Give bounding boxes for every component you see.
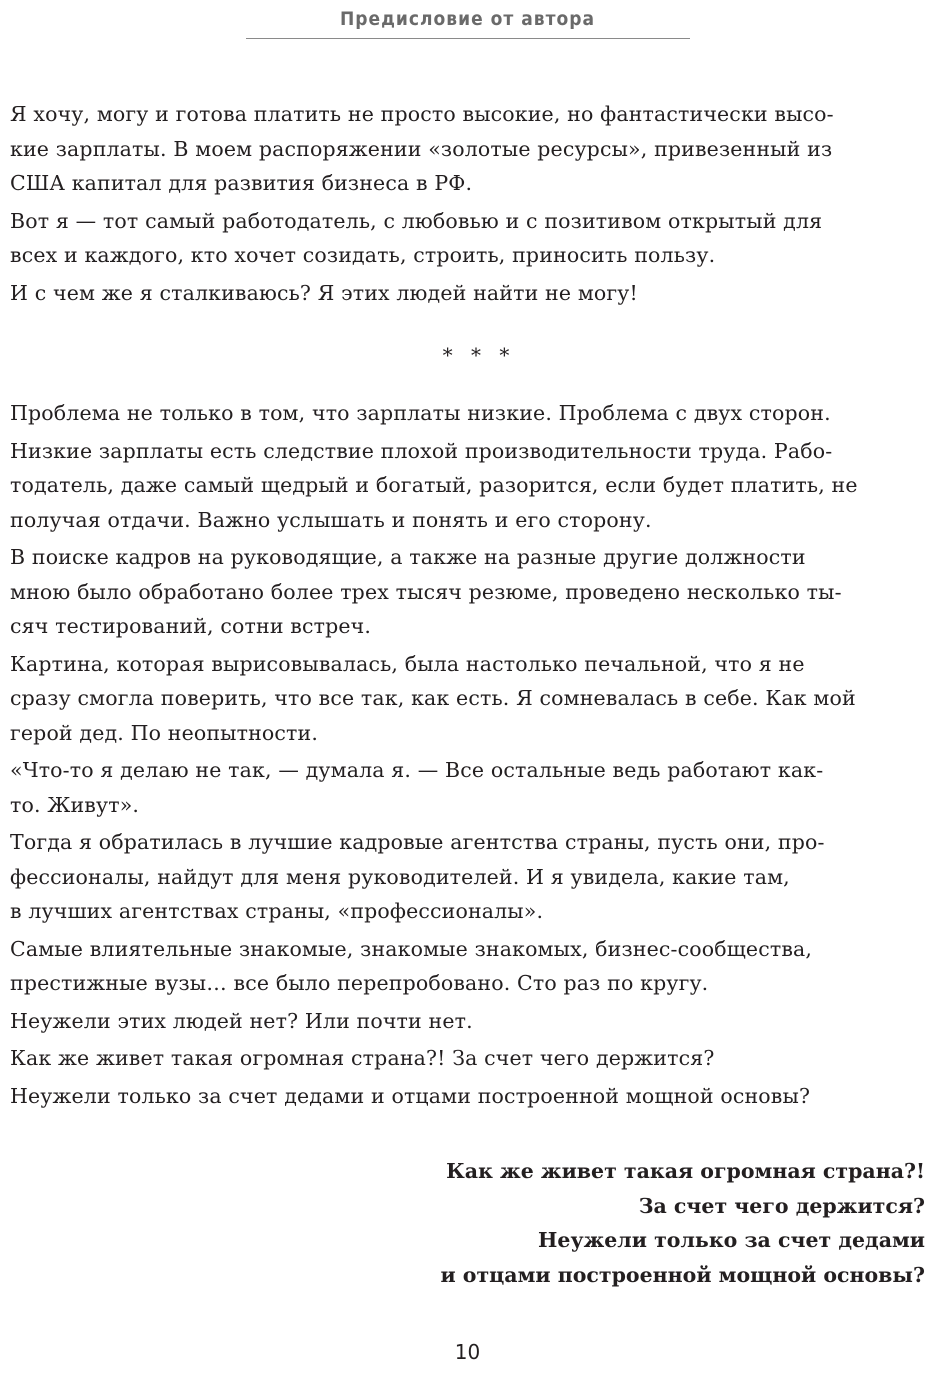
- paragraph: [10, 204, 930, 273]
- text-line: Самые влиятельные знакомые, знакомые знакомых, бизнес-сообщества,: [10, 936, 813, 961]
- section-separator: * * *: [442, 343, 516, 367]
- pull-quote-line: и отцами построенной мощной основы?: [440, 1262, 925, 1287]
- text-line: то. Живут».: [10, 792, 140, 817]
- paragraph: [10, 276, 930, 311]
- body-text: [10, 97, 930, 1116]
- paragraph: [10, 825, 930, 929]
- text-line: герой дед. По неопытности.: [10, 720, 319, 745]
- paragraph: [10, 1041, 930, 1076]
- text-line: «Что-то я делаю не так, — думала я. — Все остальные ведь работают как-: [10, 758, 824, 782]
- text-line: престижные вузы… все было перепробовано. Сто раз по кругу.: [10, 971, 709, 995]
- text-line: США капитал для развития бизнеса в РФ.: [10, 171, 473, 195]
- text-line: Как же живет такая огромная страна?! За счет чего держится?: [10, 1046, 715, 1070]
- paragraph: [10, 540, 930, 644]
- text-line: Картина, которая вырисовывалась, была настолько печальной, что я не: [10, 651, 805, 676]
- text-line: Вот я — тот самый работодатель, с любовью и с позитивом открытый для: [10, 208, 823, 233]
- text-line: Тогда я обратилась в лучшие кадровые агентства страны, пусть они, про-: [10, 830, 825, 854]
- header-rule: [246, 38, 690, 39]
- text-line: фессионалы, найдут для меня руководителей. И я увидела, какие там,: [10, 864, 790, 889]
- paragraph: [10, 932, 930, 1001]
- paragraph: [10, 753, 930, 822]
- text-line: И с чем же я сталкиваюсь? Я этих людей найти не могу!: [10, 280, 638, 305]
- pull-quote-line: За счет чего держится?: [638, 1193, 925, 1218]
- paragraph: [10, 396, 930, 431]
- text-line: Низкие зарплаты есть следствие плохой производительности труда. Рабо-: [10, 438, 833, 463]
- text-line: всех и каждого, кто хочет созидать, строить, приносить пользу.: [10, 243, 716, 267]
- text-line: Неужели только за счет дедами и отцами построенной мощной основы?: [10, 1083, 811, 1108]
- text-line: В поиске кадров на руководящие, а также на разные другие должности: [10, 545, 806, 569]
- text-line: Проблема не только в том, что зарплаты низкие. Проблема с двух сторон.: [10, 401, 831, 425]
- paragraph: [10, 647, 930, 751]
- paragraph: [10, 97, 930, 201]
- pull-quote-line: Как же живет такая огромная страна?!: [446, 1159, 925, 1183]
- page-number: 10: [454, 1340, 481, 1364]
- paragraph: [10, 434, 930, 538]
- pull-quote-line: Неужели только за счет дедами: [538, 1228, 925, 1252]
- text-line: мною было обработано более трех тысяч резюме, проведено несколько ты-: [10, 579, 842, 604]
- paragraph: [10, 1004, 930, 1039]
- text-line: в лучших агентствах страны, «профессионалы».: [10, 899, 544, 923]
- running-title: Предисловие от автора: [339, 8, 596, 30]
- text-line: сяч тестирований, сотни встреч.: [10, 614, 372, 638]
- text-line: тодатель, даже самый щедрый и богатый, разорится, если будет платить, не: [10, 473, 858, 497]
- paragraph: [10, 1079, 930, 1114]
- text-line: кие зарплаты. В моем распоряжении «золотые ресурсы», привезенный из: [10, 136, 833, 161]
- pull-quote: [440, 1154, 925, 1292]
- text-line: получая отдачи. Важно услышать и понять и его сторону.: [10, 507, 652, 532]
- text-line: Я хочу, могу и готова платить не просто высокие, но фантастически высо-: [10, 102, 834, 126]
- text-line: сразу смогла поверить, что все так, как есть. Я сомневалась в себе. Как мой: [10, 686, 856, 710]
- text-line: Неужели этих людей нет? Или почти нет.: [10, 1008, 473, 1033]
